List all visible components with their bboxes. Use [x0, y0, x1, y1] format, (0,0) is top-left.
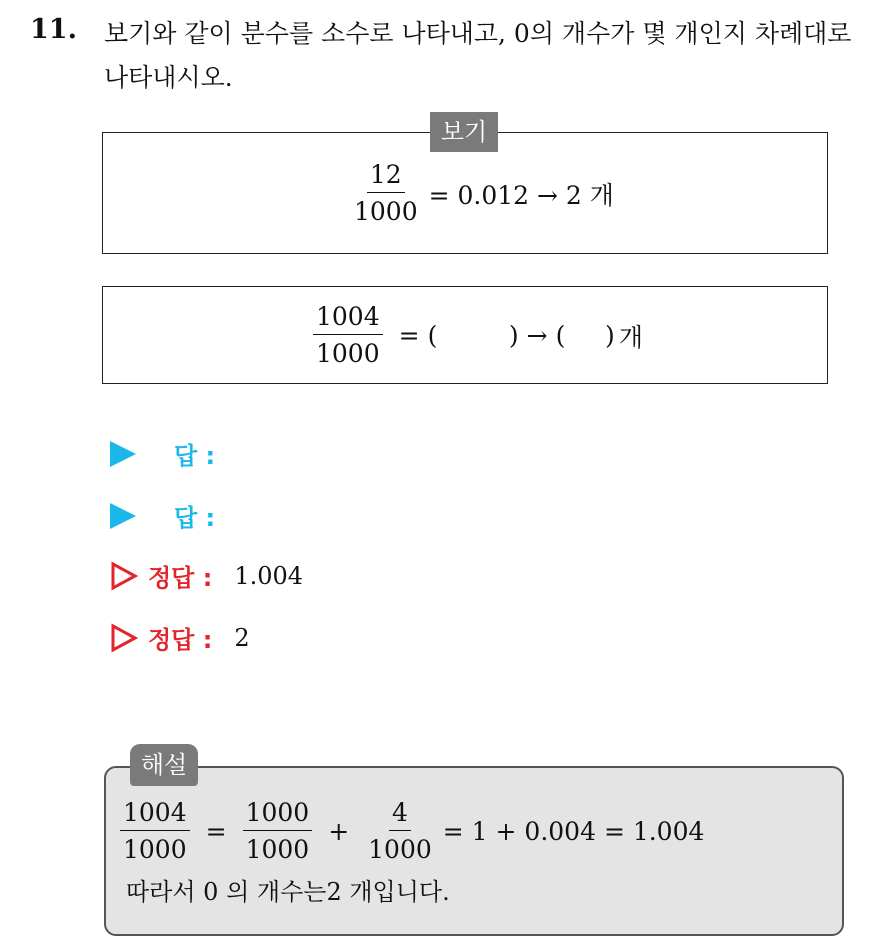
outline-triangle-icon [110, 623, 138, 653]
problem-equals: = [398, 321, 420, 350]
explanation-denominator-3: 1000 [368, 835, 432, 864]
play-triangle-icon [110, 503, 136, 529]
explanation-fraction-3 [365, 800, 435, 863]
example-equation [343, 162, 614, 225]
problem-denominator: 1000 [316, 339, 380, 368]
problem-numerator: 1004 [313, 304, 383, 335]
explanation-fraction-1 [120, 800, 190, 863]
explanation-denominator-1: 1000 [123, 835, 187, 864]
answer-label: 답 : [174, 504, 216, 532]
problem-blank-count[interactable]: ( ) [555, 321, 615, 350]
question-number: 11. [30, 14, 77, 45]
outline-triangle-icon [110, 561, 138, 591]
explanation-result: = 1 + 0.004 = 1.004 [442, 817, 705, 846]
explanation-label: 해설 [130, 744, 198, 786]
solution-row-1 [110, 558, 303, 593]
solution-label: 정답 : [148, 626, 213, 654]
explanation-numerator-3: 4 [389, 800, 411, 831]
explanation-conclusion: 따라서 0 의 개수는2 개입니다. [126, 878, 450, 906]
explanation-denominator-2: 1000 [245, 835, 310, 864]
example-numerator: 12 [367, 162, 405, 193]
play-triangle-icon [110, 441, 136, 467]
explanation-fraction-2 [243, 800, 313, 863]
example-result: = 0.012 → 2 개 [428, 180, 614, 210]
answer-row-1[interactable] [110, 436, 215, 471]
explanation-equals: = [205, 817, 227, 846]
example-fraction [351, 162, 421, 225]
explanation-numerator-1: 1004 [120, 800, 190, 831]
answer-row-2[interactable] [110, 498, 215, 533]
explanation-numerator-2: 1000 [243, 800, 313, 831]
example-label: 보기 [430, 112, 498, 152]
problem-fraction [313, 304, 383, 367]
solution-value: 1.004 [234, 561, 304, 590]
problem-unit: 개 [618, 322, 643, 352]
question-text: 보기와 같이 분수를 소수로 나타내고, 0의 개수가 몇 개인지 차례대로 나타내시오. [104, 19, 852, 92]
solution-value: 2 [234, 623, 250, 652]
example-denominator: 1000 [354, 197, 418, 226]
solution-label: 정답 : [148, 564, 213, 592]
explanation-equation [120, 800, 704, 863]
problem-equation [305, 304, 643, 367]
solution-row-2 [110, 620, 250, 655]
problem-blank-decimal[interactable]: ( ) [427, 321, 519, 350]
answer-label: 답 : [174, 442, 216, 470]
explanation-plus: + [328, 817, 350, 846]
problem-arrow: → [526, 321, 548, 350]
